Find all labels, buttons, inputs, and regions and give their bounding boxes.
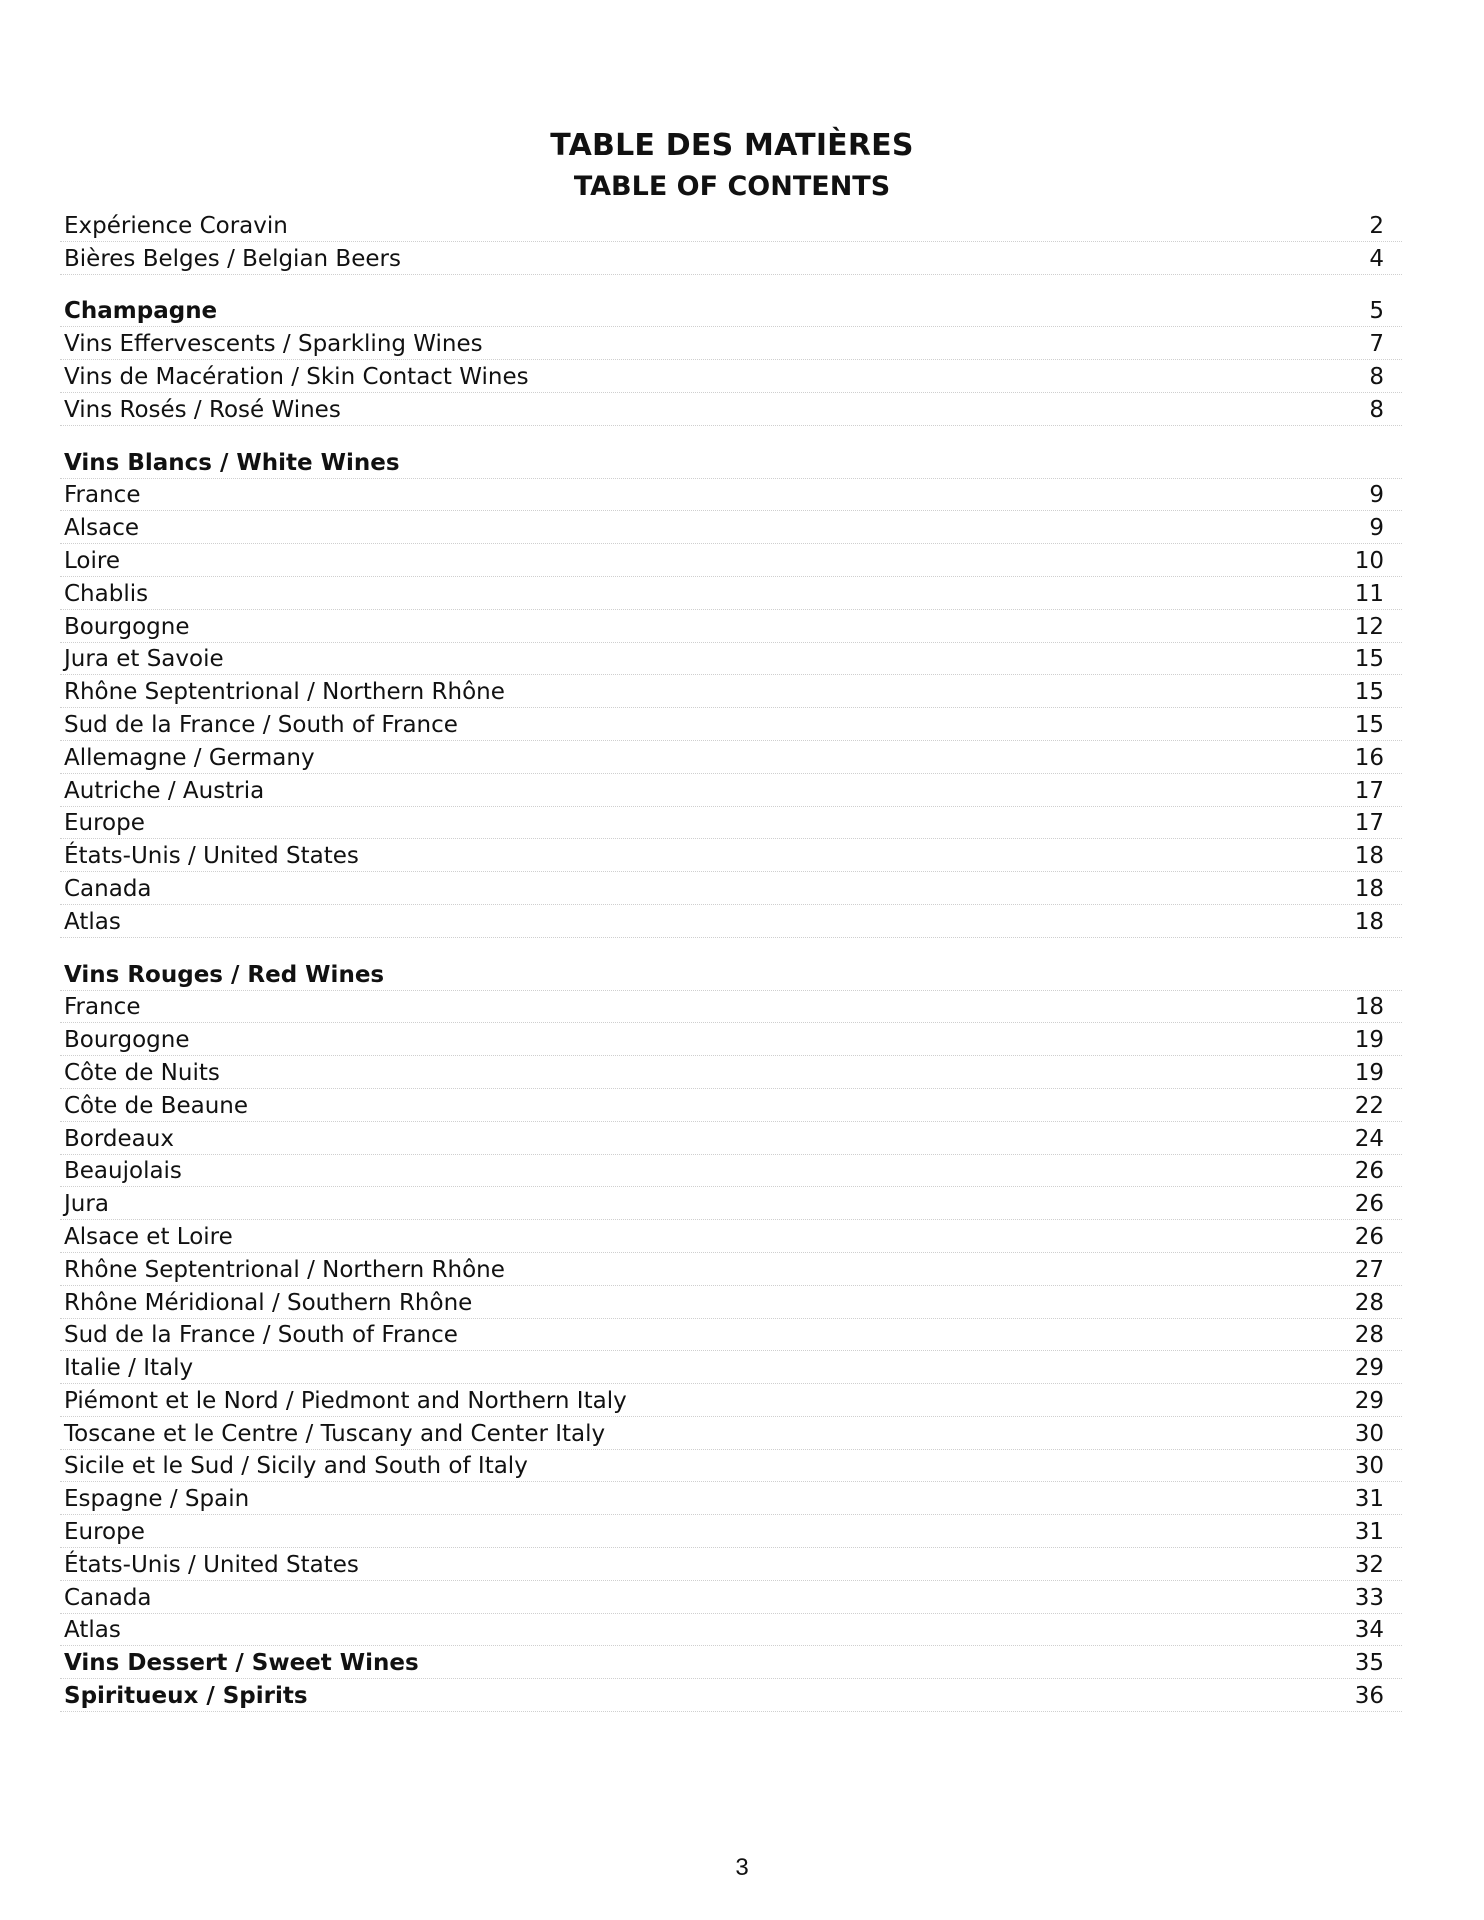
toc-entry[interactable] [60,1614,1402,1647]
toc-entry-page: 36 [1354,1683,1384,1710]
toc-entry-label: Loire [64,547,120,574]
toc-entry-page: 7 [1369,331,1384,358]
toc-entry[interactable] [60,774,1402,807]
toc-entry[interactable] [60,1286,1402,1319]
toc-entry-label: Rhône Méridional / Southern Rhône [64,1289,473,1316]
toc-entry-page: 19 [1354,1059,1384,1086]
toc-entry[interactable] [60,209,1402,242]
toc-entry-label: Vins de Macération / Skin Contact Wines [64,363,529,390]
toc-entry[interactable] [60,1351,1402,1384]
toc-entry-page: 11 [1354,580,1384,607]
toc-entry-page: 18 [1354,994,1384,1021]
toc-entry-label: Sud de la France / South of France [64,711,458,738]
toc-entry-page: 17 [1354,810,1384,837]
toc-entry-label: Bourgogne [64,613,190,640]
toc-entry-label: Toscane et le Centre / Tuscany and Center Italy [64,1420,606,1447]
toc-entry-page: 29 [1354,1387,1384,1414]
toc-entry-label: Bières Belges / Belgian Beers [64,245,401,272]
toc-entry-label: Italie / Italy [64,1355,194,1382]
toc-section-heading[interactable] [60,958,1402,991]
toc-entry-page: 2 [1369,212,1384,239]
toc-entry-label: Côte de Nuits [64,1059,220,1086]
toc-entry-label: Alsace [64,515,139,542]
toc-section-heading[interactable] [60,1679,1402,1712]
toc-entry-page: 15 [1354,646,1384,673]
toc-entry-label: Champagne [64,298,218,325]
toc-entry-label: Atlas [64,1617,121,1644]
toc-entry[interactable] [60,544,1402,577]
toc-entry[interactable] [60,393,1402,426]
toc-entry[interactable] [60,242,1402,275]
toc-entry[interactable] [60,1187,1402,1220]
toc-entry-page: 15 [1354,679,1384,706]
toc-entry-label: Sicile et le Sud / Sicily and South of Italy [64,1453,528,1480]
toc-entry-label: Europe [64,810,145,837]
toc-entry-label: Piémont et le Nord / Piedmont and Northern Italy [64,1387,627,1414]
toc-entry-label: Vins Blancs / White Wines [64,449,400,476]
toc-entry-page: 18 [1354,908,1384,935]
toc-entry-page: 34 [1354,1617,1384,1644]
toc-entry-label: Côte de Beaune [64,1092,248,1119]
toc-entry-label: Vins Rouges / Red Wines [64,961,385,988]
toc-entry-page: 5 [1369,298,1384,325]
toc-entry[interactable] [60,1417,1402,1450]
toc-entry-label: Espagne / Spain [64,1486,250,1513]
toc-entry-page: 26 [1354,1191,1384,1218]
toc-entry-page: 32 [1354,1551,1384,1578]
toc-entry-page: 16 [1354,744,1384,771]
table-of-contents [60,209,1402,1712]
toc-entry[interactable] [60,1515,1402,1548]
toc-entry-page: 9 [1369,515,1384,542]
toc-entry[interactable] [60,807,1402,840]
toc-entry-label: Bordeaux [64,1125,174,1152]
toc-entry-label: États-Unis / United States [64,1551,359,1578]
page-number: 3 [735,1854,749,1881]
toc-entry[interactable] [60,1450,1402,1483]
toc-entry-label: Rhône Septentrional / Northern Rhône [64,1256,505,1283]
toc-section-heading[interactable] [60,295,1402,328]
toc-entry[interactable] [60,991,1402,1024]
toc-entry-label: Atlas [64,908,121,935]
page-subtitle: TABLE OF CONTENTS [573,171,891,202]
toc-entry-label: Europe [64,1519,145,1546]
toc-entry-label: France [64,482,141,509]
toc-entry[interactable] [60,1220,1402,1253]
toc-entry-page: 35 [1354,1650,1384,1677]
toc-entry-label: Jura [64,1191,109,1218]
toc-entry-label: Alsace et Loire [64,1223,233,1250]
toc-entry-page: 9 [1369,482,1384,509]
toc-entry-label: Canada [64,875,152,902]
toc-entry[interactable] [60,1253,1402,1286]
toc-entry-page: 10 [1354,547,1384,574]
toc-entry[interactable] [60,1056,1402,1089]
toc-entry[interactable] [60,1548,1402,1581]
toc-entry-label: Vins Effervescents / Sparkling Wines [64,331,483,358]
toc-entry-page: 31 [1354,1519,1384,1546]
toc-entry[interactable] [60,643,1402,676]
toc-entry[interactable] [60,872,1402,905]
section-spacer [60,938,1402,958]
toc-entry-page: 30 [1354,1420,1384,1447]
toc-entry[interactable] [60,610,1402,643]
toc-entry-page: 33 [1354,1584,1384,1611]
toc-entry-label: Spiritueux / Spirits [64,1683,308,1710]
page-title: TABLE DES MATIÈRES [550,128,914,163]
toc-entry[interactable] [60,1482,1402,1515]
toc-entry[interactable] [60,327,1402,360]
toc-entry-page: 27 [1354,1256,1384,1283]
section-spacer [60,275,1402,295]
toc-entry[interactable] [60,1089,1402,1122]
toc-entry-page: 17 [1354,777,1384,804]
toc-entry-page: 18 [1354,875,1384,902]
toc-entry[interactable] [60,1122,1402,1155]
toc-entry-page: 31 [1354,1486,1384,1513]
toc-entry-label: Sud de la France / South of France [64,1322,458,1349]
toc-entry-page: 19 [1354,1027,1384,1054]
toc-entry[interactable] [60,1023,1402,1056]
toc-entry-page: 28 [1354,1289,1384,1316]
toc-entry-label: France [64,994,141,1021]
toc-entry-page: 24 [1354,1125,1384,1152]
toc-entry-page: 30 [1354,1453,1384,1480]
toc-entry[interactable] [60,577,1402,610]
toc-entry-page: 15 [1354,711,1384,738]
toc-entry-page: 8 [1369,363,1384,390]
toc-entry-page: 29 [1354,1355,1384,1382]
toc-entry[interactable] [60,360,1402,393]
toc-entry-page: 26 [1354,1158,1384,1185]
toc-entry-label: Canada [64,1584,152,1611]
toc-entry[interactable] [60,1384,1402,1417]
toc-entry-label: Rhône Septentrional / Northern Rhône [64,679,505,706]
toc-entry[interactable] [60,1155,1402,1188]
toc-entry-label: Allemagne / Germany [64,744,315,771]
toc-entry-page: 28 [1354,1322,1384,1349]
toc-entry-label: Chablis [64,580,149,607]
toc-entry-label: Jura et Savoie [64,646,224,673]
toc-entry[interactable] [60,479,1402,512]
toc-entry-label: Bourgogne [64,1027,190,1054]
toc-entry-page: 4 [1369,245,1384,272]
toc-entry-label: Vins Rosés / Rosé Wines [64,396,341,423]
toc-entry-page: 12 [1354,613,1384,640]
section-spacer [60,426,1402,446]
toc-entry[interactable] [60,1319,1402,1352]
toc-entry[interactable] [60,905,1402,938]
toc-entry-page: 22 [1354,1092,1384,1119]
toc-entry-page: 18 [1354,843,1384,870]
toc-entry-label: États-Unis / United States [64,843,359,870]
toc-entry[interactable] [60,1581,1402,1614]
toc-entry-label: Beaujolais [64,1158,182,1185]
toc-entry-page: 26 [1354,1223,1384,1250]
toc-entry-label: Autriche / Austria [64,777,265,804]
toc-entry-label: Vins Dessert / Sweet Wines [64,1650,419,1677]
toc-entry[interactable] [60,741,1402,774]
toc-section-heading[interactable] [60,446,1402,479]
toc-entry-label: Expérience Coravin [64,212,288,239]
toc-entry[interactable] [60,708,1402,741]
toc-entry[interactable] [60,839,1402,872]
toc-entry-page: 8 [1369,396,1384,423]
toc-entry[interactable] [60,511,1402,544]
toc-section-heading[interactable] [60,1646,1402,1679]
toc-entry[interactable] [60,675,1402,708]
